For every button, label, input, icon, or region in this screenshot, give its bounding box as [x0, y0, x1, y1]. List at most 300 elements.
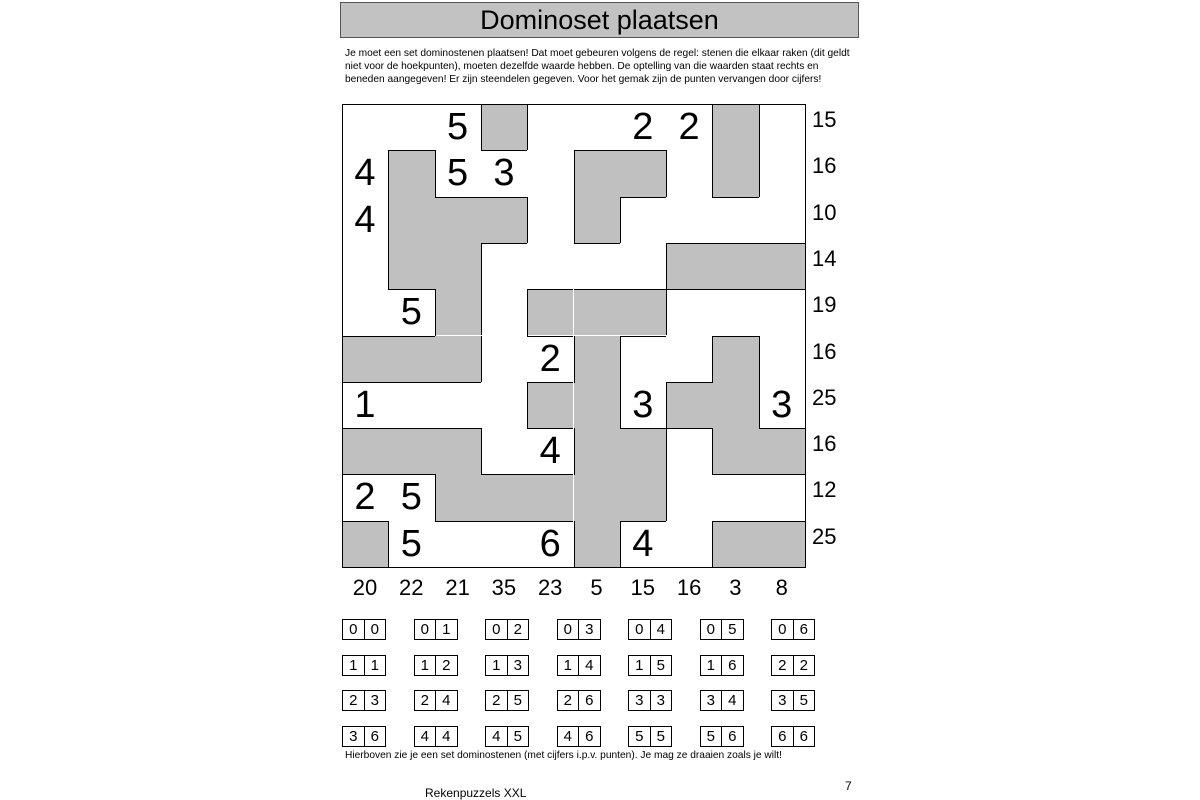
grid-cell — [388, 474, 434, 520]
grid-line — [574, 197, 575, 244]
grid-cell — [712, 428, 758, 474]
grid-cell — [435, 521, 481, 567]
domino-half: 5 — [635, 727, 644, 745]
domino-half: 0 — [364, 620, 386, 639]
domino-tile — [700, 690, 744, 711]
domino-half: 6 — [721, 727, 743, 746]
grid-line — [388, 197, 389, 244]
domino-tile — [485, 690, 529, 711]
grid-cell — [435, 243, 481, 289]
grid-cell — [435, 336, 481, 382]
grid-cell — [574, 197, 620, 243]
column-sum: 21 — [445, 575, 470, 600]
grid-line — [712, 336, 758, 337]
column-sum: 23 — [537, 575, 563, 600]
given-value: 5 — [447, 152, 469, 195]
domino-half: 4 — [420, 727, 429, 745]
grid-cell — [481, 336, 527, 382]
grid-cell — [388, 289, 434, 335]
grid-line — [759, 336, 760, 382]
grid-cell — [620, 336, 666, 382]
grid-cell — [666, 289, 712, 335]
grid-line — [574, 521, 575, 568]
grid-line — [342, 428, 388, 429]
grid-cell — [666, 521, 712, 567]
grid-cell — [620, 197, 666, 243]
grid-line — [435, 104, 481, 105]
grid-cell — [342, 243, 388, 289]
grid-cell — [435, 197, 481, 243]
column-sum: 5 — [590, 575, 603, 600]
domino-half: 5 — [721, 620, 743, 639]
grid-line — [712, 150, 713, 197]
grid-line — [805, 336, 806, 383]
grid-line — [574, 150, 575, 197]
grid-cell — [574, 382, 620, 428]
grid-cell — [759, 382, 805, 428]
domino-half: 2 — [778, 656, 787, 674]
grid-line — [388, 150, 434, 151]
domino-half: 1 — [420, 656, 429, 674]
column-sum: 22 — [399, 575, 424, 600]
grid-line — [805, 382, 806, 429]
grid-line — [342, 104, 388, 105]
domino-half: 3 — [635, 692, 644, 709]
domino-half: 5 — [650, 656, 672, 675]
grid-line — [620, 336, 621, 382]
grid-cell — [388, 243, 434, 289]
grid-cell — [620, 474, 666, 520]
domino-half: 2 — [420, 692, 429, 709]
grid-line — [712, 104, 713, 151]
grid-cell — [342, 104, 388, 150]
domino-half: 0 — [349, 621, 358, 638]
grid-cell — [712, 150, 758, 196]
grid-cell — [712, 382, 758, 428]
grid-line — [388, 428, 434, 429]
grid-line — [388, 567, 434, 568]
given-value: 4 — [632, 522, 654, 565]
domino-tile — [628, 655, 672, 676]
given-value: 5 — [400, 291, 422, 334]
grid-line — [666, 289, 667, 335]
grid-line — [435, 289, 436, 336]
domino-half: 5 — [650, 727, 672, 746]
grid-line — [666, 382, 667, 429]
domino-half: 6 — [578, 691, 600, 710]
column-sum: 8 — [775, 575, 788, 600]
grid-line — [481, 567, 527, 568]
given-value: 4 — [539, 430, 561, 473]
domino-half: 2 — [435, 656, 457, 675]
grid-line — [388, 474, 434, 475]
grid-line — [342, 382, 388, 383]
grid-cell — [481, 104, 527, 150]
grid-cell — [388, 521, 434, 567]
given-value: 4 — [354, 152, 376, 195]
grid-cell — [712, 336, 758, 382]
grid-line — [712, 521, 713, 568]
grid-cell — [342, 474, 388, 520]
domino-tile — [700, 655, 744, 676]
grid-line — [574, 104, 620, 105]
grid-line — [342, 243, 343, 289]
grid-cell — [481, 382, 527, 428]
grid-line — [481, 104, 482, 151]
domino-tile — [485, 655, 529, 676]
row-sum: 19 — [812, 292, 837, 318]
grid-cell — [712, 243, 758, 289]
grid-line — [805, 474, 806, 521]
grid-line — [527, 382, 573, 383]
grid-line — [342, 289, 343, 335]
domino-half: 0 — [492, 621, 501, 638]
grid-line — [620, 104, 666, 105]
grid-line — [481, 243, 482, 289]
grid-line — [620, 150, 666, 151]
grid-line — [712, 197, 758, 198]
grid-cell — [666, 243, 712, 289]
grid-line — [481, 289, 482, 335]
grid-line — [435, 567, 481, 568]
grid-line — [712, 521, 758, 522]
domino-tile — [414, 726, 458, 747]
grid-line — [388, 150, 389, 197]
domino-tile — [771, 726, 815, 747]
domino-half: 0 — [635, 621, 644, 638]
grid-cell — [481, 521, 527, 567]
given-value: 2 — [678, 106, 700, 148]
grid-cell — [620, 150, 666, 196]
grid-line — [342, 104, 343, 150]
domino-tile — [342, 619, 386, 640]
domino-tile — [414, 690, 458, 711]
grid-line — [759, 521, 805, 522]
domino-half: 2 — [492, 692, 501, 709]
grid-line — [342, 336, 388, 337]
grid-line — [481, 428, 482, 474]
grid-line — [805, 150, 806, 197]
grid-cell — [435, 289, 481, 335]
domino-half: 0 — [420, 621, 429, 638]
grid-cell — [527, 289, 573, 335]
grid-line — [805, 104, 806, 151]
grid-cell — [712, 474, 758, 520]
grid-line — [388, 382, 434, 383]
grid-line — [666, 567, 712, 568]
domino-half: 1 — [349, 656, 358, 674]
grid-cell — [666, 150, 712, 196]
grid-cell — [759, 336, 805, 382]
grid-line — [527, 289, 528, 336]
domino-half: 6 — [364, 727, 386, 746]
grid-cell — [574, 289, 620, 335]
domino-half: 3 — [706, 692, 715, 709]
domino-half: 6 — [793, 727, 815, 746]
grid-line — [620, 428, 666, 429]
grid-cell — [620, 104, 666, 150]
grid-cell — [527, 197, 573, 243]
domino-half: 0 — [706, 621, 715, 638]
grid-line — [527, 474, 573, 475]
domino-half: 2 — [507, 620, 529, 639]
grid-line — [527, 197, 528, 243]
grid-line — [342, 150, 343, 196]
grid-line — [388, 243, 389, 290]
grid-cell — [759, 197, 805, 243]
grid-cell — [527, 382, 573, 428]
grid-line — [527, 428, 573, 429]
grid-line — [666, 428, 712, 429]
grid-line — [620, 382, 621, 428]
grid-cell — [481, 197, 527, 243]
grid-line — [527, 336, 573, 337]
domino-half: 4 — [650, 620, 672, 639]
grid-line — [759, 474, 805, 475]
grid-cell — [620, 521, 666, 567]
grid-line — [712, 336, 713, 383]
grid-cell — [342, 521, 388, 567]
domino-half: 6 — [778, 727, 787, 745]
grid-cell — [759, 150, 805, 196]
given-value: 6 — [539, 522, 561, 565]
grid-cell — [435, 382, 481, 428]
grid-cell — [342, 428, 388, 474]
given-value: 2 — [354, 476, 376, 519]
grid-line — [435, 521, 481, 522]
grid-cell — [435, 428, 481, 474]
column-sum: 20 — [352, 575, 378, 600]
given-value: 5 — [400, 476, 422, 519]
row-sum: 25 — [812, 523, 837, 549]
grid-cell — [712, 521, 758, 567]
grid-cell — [759, 104, 805, 150]
grid-cell — [342, 382, 388, 428]
grid-cell — [712, 289, 758, 335]
grid-cell — [435, 104, 481, 150]
domino-half: 3 — [349, 727, 358, 745]
domino-half: 1 — [364, 656, 386, 675]
grid-cell — [620, 289, 666, 335]
grid-cell — [481, 428, 527, 474]
grid-line — [574, 428, 575, 475]
grid-line — [435, 150, 436, 196]
domino-half: 6 — [578, 727, 600, 746]
grid-cell — [666, 474, 712, 520]
domino-half: 4 — [563, 727, 572, 745]
grid-line — [666, 289, 712, 290]
grid-cell — [388, 197, 434, 243]
grid-cell — [388, 336, 434, 382]
grid-cell — [574, 150, 620, 196]
grid-cell — [527, 336, 573, 382]
domino-half: 3 — [578, 620, 600, 639]
grid-line — [574, 243, 620, 244]
grid-cell — [666, 197, 712, 243]
page-title-bar — [340, 2, 859, 38]
grid-line — [759, 150, 760, 196]
grid-cell — [759, 428, 805, 474]
grid-cell — [481, 150, 527, 196]
grid-cell — [759, 521, 805, 567]
domino-tile — [342, 726, 386, 747]
domino-tile — [700, 619, 744, 640]
grid-cell — [481, 289, 527, 335]
domino-tile — [557, 619, 601, 640]
grid-line — [666, 382, 712, 383]
grid-cell — [435, 150, 481, 196]
grid-line — [620, 521, 621, 567]
domino-tile — [414, 655, 458, 676]
grid-line — [574, 150, 620, 151]
domino-half: 3 — [364, 691, 386, 710]
given-value: 2 — [539, 337, 561, 380]
grid-line — [435, 197, 481, 198]
book-title: Rekenpuzzels XXL — [425, 786, 527, 800]
grid-line — [620, 336, 666, 337]
column-sum: 35 — [491, 575, 517, 600]
grid-frame — [342, 104, 806, 568]
grid-cell — [574, 428, 620, 474]
grid-line — [388, 336, 434, 337]
grid-line — [342, 521, 388, 522]
domino-half: 1 — [706, 656, 715, 674]
grid-line — [666, 104, 712, 105]
grid-line — [666, 474, 667, 520]
grid-line — [666, 243, 712, 244]
row-sum: 16 — [812, 153, 837, 179]
grid-cell — [666, 104, 712, 150]
grid-cell — [388, 428, 434, 474]
grid-cell — [527, 150, 573, 196]
grid-cell — [574, 243, 620, 289]
grid-line — [388, 289, 434, 290]
given-value: 4 — [354, 198, 376, 241]
given-value: 3 — [493, 152, 515, 195]
grid-cell — [620, 243, 666, 289]
grid-cell — [574, 336, 620, 382]
grid-line — [574, 289, 620, 290]
grid-line — [759, 243, 805, 244]
domino-half: 3 — [507, 656, 529, 675]
row-sum: 25 — [812, 384, 837, 410]
domino-tile — [557, 690, 601, 711]
domino-half: 5 — [507, 691, 529, 710]
row-sum: 16 — [812, 431, 837, 457]
grid-line — [388, 104, 434, 105]
grid-cell — [574, 104, 620, 150]
grid-cell — [759, 474, 805, 520]
grid-line — [481, 243, 527, 244]
given-value: 5 — [400, 522, 422, 565]
row-sum: 12 — [812, 477, 837, 503]
domino-half: 5 — [507, 727, 529, 746]
grid-cell — [574, 474, 620, 520]
grid-cell — [527, 104, 573, 150]
grid-line — [805, 289, 806, 336]
domino-tile — [342, 655, 386, 676]
grid-cell — [481, 243, 527, 289]
grid-cell — [481, 474, 527, 520]
grid-line — [574, 336, 575, 383]
domino-half: 5 — [706, 727, 715, 745]
domino-tile — [771, 655, 815, 676]
grid-line — [805, 197, 806, 244]
column-sum: 3 — [729, 575, 742, 600]
grid-line — [527, 104, 528, 150]
grid-cell — [342, 150, 388, 196]
row-sum: 10 — [812, 199, 837, 225]
grid-line — [342, 474, 343, 520]
grid-cell — [388, 104, 434, 150]
grid-line — [481, 521, 527, 522]
grid-line — [435, 382, 481, 383]
grid-cell — [388, 382, 434, 428]
grid-cell — [342, 336, 388, 382]
row-sum: 14 — [812, 245, 837, 271]
domino-tile — [771, 619, 815, 640]
grid-line — [481, 150, 527, 151]
domino-half: 2 — [793, 656, 815, 675]
grid-line — [759, 289, 805, 290]
grid-cell — [759, 243, 805, 289]
domino-half: 5 — [793, 691, 815, 710]
grid-line — [666, 150, 667, 196]
given-value: 3 — [771, 383, 793, 426]
column-sum: 15 — [630, 575, 656, 600]
domino-half: 4 — [721, 691, 743, 710]
domino-tile — [628, 619, 672, 640]
domino-tile — [485, 726, 529, 747]
domino-half: 3 — [778, 692, 787, 709]
grid-line — [666, 428, 667, 474]
grid-line — [759, 104, 760, 150]
grid-line — [759, 382, 760, 428]
page-title: Dominoset plaatsen — [480, 4, 719, 35]
grid-cell — [527, 243, 573, 289]
grid-line — [527, 382, 528, 429]
given-value: 3 — [632, 383, 654, 426]
domino-half: 6 — [721, 656, 743, 675]
domino-tile — [771, 690, 815, 711]
grid-line — [712, 243, 758, 244]
domino-set-note: Hierboven zie je een set dominostenen (met cijfers i.p.v. punten). Je mag ze draaien zoals je wilt! — [345, 750, 782, 761]
grid-cell — [574, 521, 620, 567]
domino-tile — [414, 619, 458, 640]
grid-cell — [759, 289, 805, 335]
grid-line — [342, 382, 343, 428]
grid-line — [712, 428, 713, 475]
row-sum: 15 — [812, 107, 837, 132]
grid-line — [712, 289, 758, 290]
given-value: 2 — [632, 106, 654, 148]
grid-cell — [620, 382, 666, 428]
domino-tile — [557, 726, 601, 747]
grid-cell — [527, 521, 573, 567]
grid-cell — [388, 150, 434, 196]
domino-half: 4 — [578, 656, 600, 675]
grid-line — [620, 197, 666, 198]
domino-half: 0 — [778, 621, 787, 638]
grid-line — [481, 336, 482, 382]
grid-line — [712, 474, 758, 475]
domino-half: 4 — [435, 691, 457, 710]
grid-line — [666, 243, 667, 290]
grid-line — [620, 521, 666, 522]
grid-line — [527, 567, 573, 568]
domino-half: 6 — [793, 620, 815, 639]
grid-line — [759, 104, 805, 105]
